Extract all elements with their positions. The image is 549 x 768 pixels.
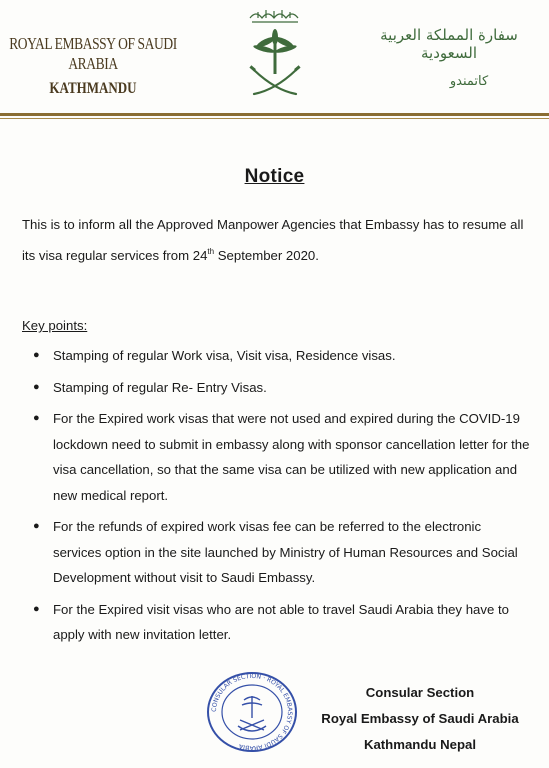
intro-text: This is to inform all the Approved Manpower Agencies that Embassy has to resume all its visa regular services from 24 — [22, 217, 524, 263]
shahada-calligraphy-icon — [250, 10, 298, 22]
embassy-city-english: KATHMANDU — [49, 78, 137, 97]
list-item-text: For the Expired visit visas who are not able to travel Saudi Arabia they have to apply with new invitation letter. — [53, 601, 509, 642]
intro-text-end: September 2020. — [214, 248, 319, 263]
bullet-icon: ● — [33, 349, 40, 361]
letterhead-english — [8, 34, 178, 97]
embassy-city-arabic: كاتمندو — [449, 74, 489, 89]
bullet-icon: ● — [33, 380, 40, 393]
bullet-icon: ● — [33, 602, 40, 615]
list-item-text: Stamping of regular Work visa, Visit visa, Residence visas. — [53, 348, 396, 363]
letterhead-rule-thin — [0, 118, 549, 119]
stamp-ring-text: CONSULAR SECTION · ROYAL EMBASSY OF SAUDI ARABIA — [210, 672, 294, 752]
signature-location: Kathmandu Nepal — [363, 737, 477, 752]
embassy-name-english: ROYAL EMBASSY OF SAUDI ARABIA — [9, 34, 177, 73]
list-item — [22, 343, 532, 369]
list-item-text: For the refunds of expired work visas fee can be referred to the electronic services option in the site launched by Ministry of Human Resources and Social Development without visit to Saudi Embassy. — [53, 519, 518, 585]
notice-intro — [22, 209, 532, 271]
consular-stamp-icon — [204, 670, 300, 754]
list-item — [22, 597, 532, 648]
list-item-text: For the Expired work visas that were not used and expired during the COVID-19 lockdown need to submit in embassy along with sponsor cancellation letter for the visa cancellation, so that the same visa can be utilized with new application and new medical report. — [53, 411, 530, 503]
list-item-text: Stamping of regular Re- Entry Visas. — [53, 379, 267, 395]
letterhead-rule — [0, 113, 549, 116]
letterhead — [0, 0, 549, 124]
signature-block — [310, 680, 530, 758]
bullet-icon: ● — [33, 412, 40, 424]
list-item — [22, 406, 532, 508]
signature-department: Consular Section — [365, 685, 475, 700]
notice-title: Notice — [244, 166, 305, 187]
embassy-name-arabic: سفارة المملكة العربية السعودية — [380, 26, 518, 62]
letterhead-arabic — [359, 26, 539, 89]
intro-superscript: th — [207, 247, 215, 256]
key-points-list — [22, 343, 532, 654]
signature-embassy: Royal Embassy of Saudi Arabia — [321, 711, 519, 726]
key-points-heading: Key points: — [22, 318, 88, 333]
list-item — [22, 514, 532, 591]
saudi-emblem-icon — [244, 4, 306, 100]
list-item — [22, 375, 532, 401]
bullet-icon: ● — [33, 520, 40, 532]
